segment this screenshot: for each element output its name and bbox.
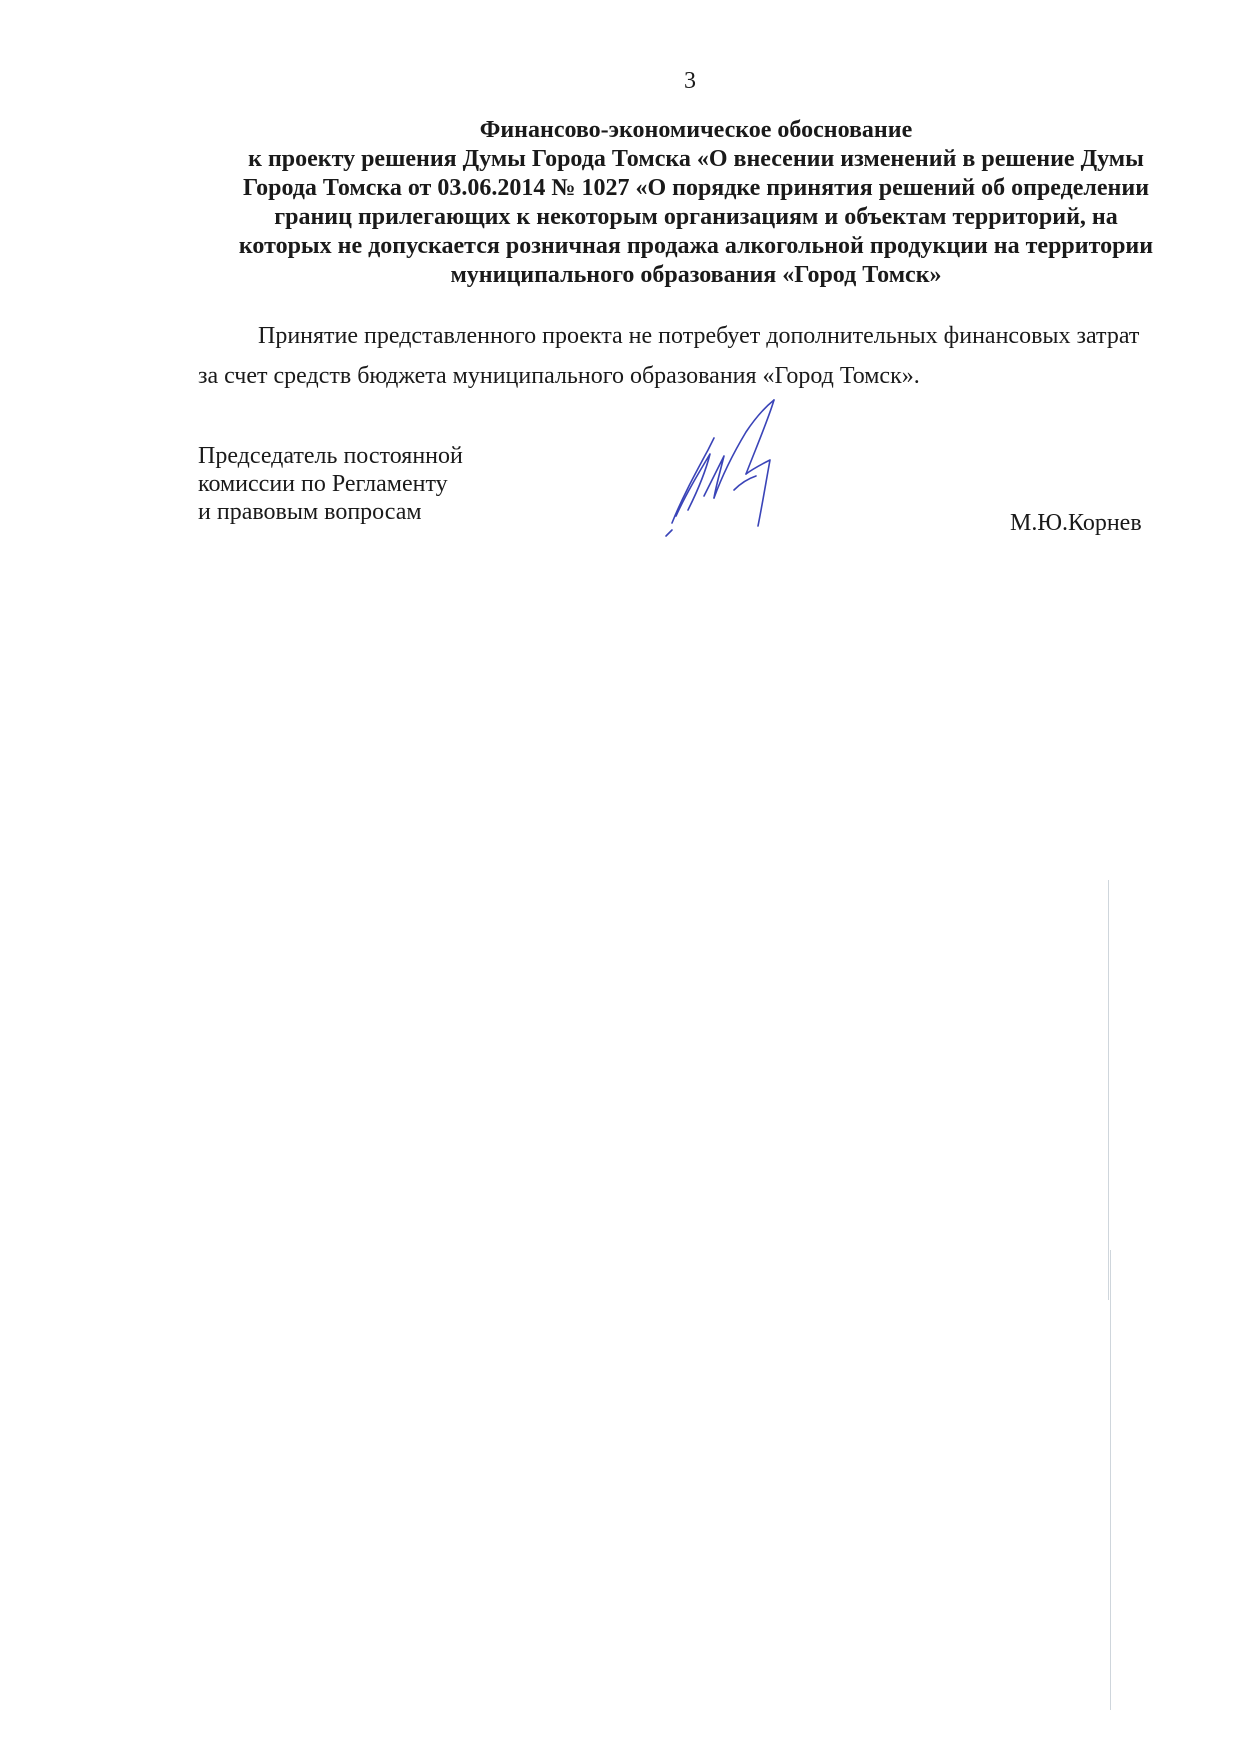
signer-position (198, 442, 463, 526)
signer-position-line: комиссии по Регламенту (198, 471, 448, 497)
signer-position-line: Председатель постоянной (198, 443, 463, 469)
page-number: 3 (684, 68, 696, 94)
handwritten-signature (664, 398, 814, 548)
signer-position-line: и правовым вопросам (198, 499, 422, 525)
body-line: Принятие представленного проекта не потребует дополнительных финансовых затрат (258, 323, 1140, 349)
title-line: к проекту решения Думы Города Томска «О внесении изменений в решение Думы (248, 146, 1144, 172)
title-line: Города Томска от 03.06.2014 № 1027 «О порядке принятия решений об определении (242, 175, 1150, 201)
scan-artifact-line (1110, 1250, 1111, 1710)
document-title (196, 116, 1196, 290)
signer-name: М.Ю.Корнев (1010, 510, 1142, 536)
body-paragraph (198, 316, 1182, 396)
title-line: муниципального образования «Город Томск» (450, 262, 942, 288)
scan-artifact-line (1108, 880, 1109, 1300)
body-line: за счет средств бюджета муниципального образования «Город Томск». (198, 363, 920, 389)
title-line: Финансово-экономическое обоснование (479, 117, 913, 143)
signature-strokes (666, 400, 774, 536)
title-line: границ прилегающих к некоторым организациям и объектам территорий, на (274, 204, 1118, 230)
title-line: которых не допускается розничная продажа алкогольной продукции на территории (238, 233, 1154, 259)
